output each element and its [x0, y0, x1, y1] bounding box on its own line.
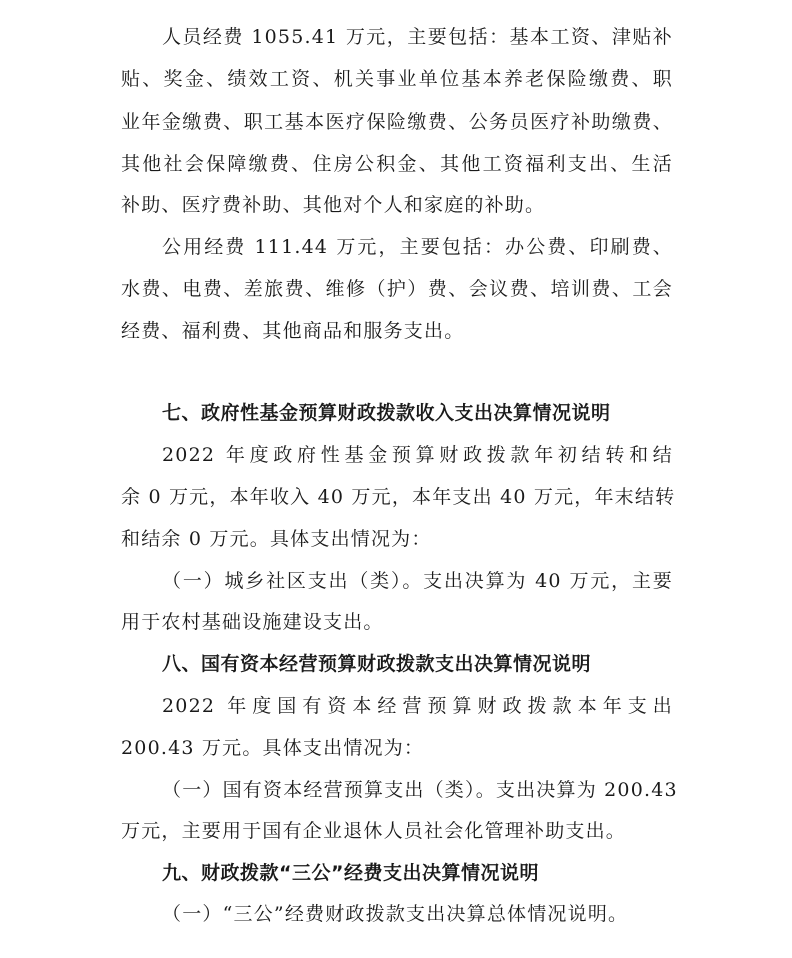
paragraph-capital-item-line-2: 万元，主要用于国有企业退休人员社会化管理补助支出。 [121, 820, 627, 842]
paragraph-fund-line-1: 2022 年度政府性基金预算财政拨款年初结转和结 [162, 444, 673, 466]
paragraph-personnel-line-1: 人员经费 1055.41 万元，主要包括：基本工资、津贴补 [162, 26, 673, 48]
paragraph-public-line-1: 公用经费 111.44 万元，主要包括：办公费、印刷费、 [162, 236, 673, 258]
paragraph-capital-line-1: 2022 年度国有资本经营预算财政拨款本年支出 [162, 695, 673, 717]
paragraph-fund-item-line-1: （一）城乡社区支出（类）。支出决算为 40 万元，主要 [162, 570, 673, 592]
paragraph-personnel-line-2: 贴、奖金、绩效工资、机关事业单位基本养老保险缴费、职 [121, 68, 673, 90]
paragraph-public-line-2: 水费、电费、差旅费、维修（护）费、会议费、培训费、工会 [121, 278, 673, 300]
section-heading-9: 九、财政拨款“三公”经费支出决算情况说明 [162, 862, 539, 884]
section-heading-8: 八、国有资本经营预算财政拨款支出决算情况说明 [162, 653, 592, 675]
paragraph-capital-line-2: 200.43 万元。具体支出情况为： [121, 737, 425, 759]
paragraph-fund-item-line-2: 用于农村基础设施建设支出。 [121, 611, 384, 633]
paragraph-personnel-line-4: 其他社会保障缴费、住房公积金、其他工资福利支出、生活 [121, 153, 673, 175]
paragraph-fund-line-3: 和结余 0 万元。具体支出情况为： [121, 528, 432, 550]
paragraph-personnel-line-3: 业年金缴费、职工基本医疗保险缴费、公务员医疗补助缴费、 [121, 111, 673, 133]
paragraph-fund-line-2: 余 0 万元，本年收入 40 万元，本年支出 40 万元，年末结转 [121, 486, 676, 508]
paragraph-capital-item-line-1: （一）国有资本经营预算支出（类）。支出决算为 200.43 [162, 779, 678, 801]
paragraph-public-line-3: 经费、福利费、其他商品和服务支出。 [121, 320, 465, 342]
paragraph-personnel-line-5: 补助、医疗费补助、其他对个人和家庭的补助。 [121, 194, 546, 216]
paragraph-three-public-line-1: （一）“三公”经费财政拨款支出决算总体情况说明。 [162, 903, 629, 925]
section-heading-7: 七、政府性基金预算财政拨款收入支出决算情况说明 [162, 402, 611, 424]
